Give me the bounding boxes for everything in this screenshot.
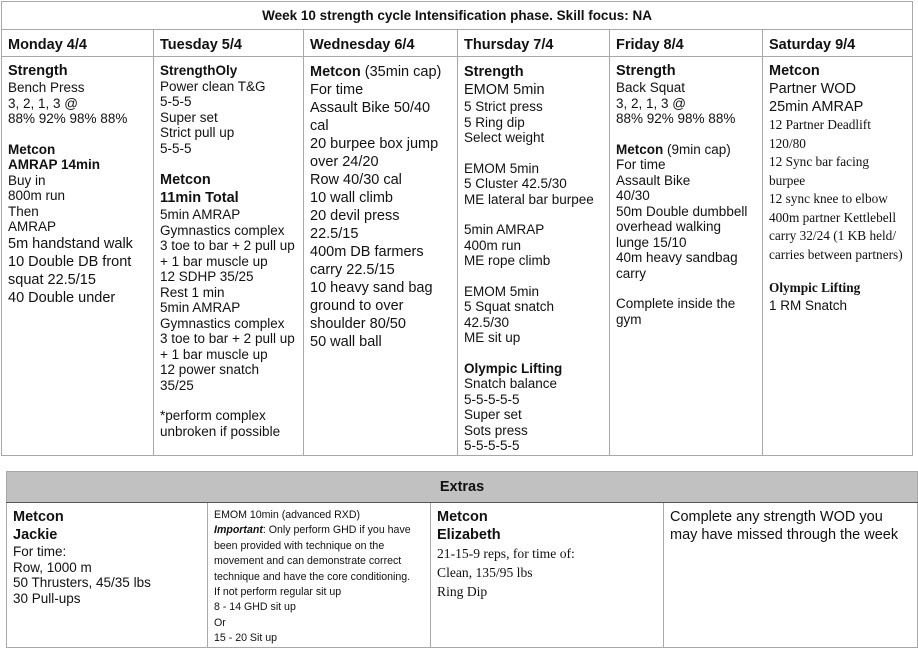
workout-line bbox=[160, 110, 298, 126]
workout-line bbox=[8, 271, 148, 289]
workout-line-text: 1 RM Snatch bbox=[769, 297, 848, 313]
workout-line bbox=[616, 219, 757, 235]
extra-workout-jackie bbox=[7, 503, 208, 648]
workout-line bbox=[437, 544, 657, 563]
workout-line-text: Select weight bbox=[464, 130, 545, 145]
workout-line-suffix: : Only perform GHD if you have bbox=[262, 524, 411, 537]
workout-line bbox=[464, 192, 604, 208]
workout-line-text: 400m run bbox=[464, 237, 522, 253]
workout-line bbox=[464, 315, 604, 331]
workout-line-text: lunge 15/10 bbox=[616, 234, 687, 250]
workout-line-text: Gymnastics complex bbox=[160, 315, 285, 331]
workout-line bbox=[8, 157, 148, 173]
workout-line-text: carry 32/24 (1 KB held/ bbox=[769, 228, 897, 244]
workout-line-text: Strength bbox=[8, 63, 68, 79]
workout-line-text: 12 Partner Deadlift bbox=[769, 117, 871, 133]
workout-line bbox=[670, 508, 911, 526]
workout-line bbox=[310, 243, 452, 261]
workout-line-text: Or bbox=[214, 616, 226, 629]
workout-line-text: technique and have the core conditioning. bbox=[214, 570, 411, 583]
workout-line bbox=[160, 331, 298, 347]
workout-line bbox=[769, 227, 907, 246]
workout-line bbox=[616, 250, 757, 266]
workout-line-text: 88% 92% 98% 88% bbox=[616, 111, 736, 127]
workout-line-text: EMOM 5min bbox=[464, 160, 540, 176]
workout-line-text: 12 power snatch bbox=[160, 362, 260, 377]
workout-line bbox=[8, 142, 148, 158]
workout-line bbox=[310, 279, 452, 297]
workout-line-text: Clean, 135/95 lbs bbox=[437, 565, 533, 580]
workout-line-text: 88% 92% 98% 88% bbox=[8, 111, 128, 127]
workout-line bbox=[310, 117, 452, 135]
workout-line-text: StrengthOly bbox=[160, 63, 238, 78]
workout-line bbox=[616, 63, 757, 80]
workout-line-text: carries between partners) bbox=[769, 246, 903, 262]
workout-line bbox=[769, 172, 907, 191]
workout-line-text: 8 - 14 GHD sit up bbox=[214, 601, 296, 614]
day-workout-friday bbox=[610, 57, 763, 456]
workout-line bbox=[8, 253, 148, 271]
workout-line-text: Back Squat bbox=[616, 80, 686, 96]
workout-line bbox=[13, 508, 201, 526]
day-header-thursday: Thursday 7/4 bbox=[458, 30, 610, 57]
workout-line bbox=[769, 63, 907, 80]
workout-line-text: squat 22.5/15 bbox=[8, 271, 96, 288]
workout-line-text: AMRAP bbox=[8, 219, 57, 235]
workout-line-text: Jackie bbox=[13, 527, 58, 543]
program-title: Week 10 strength cycle Intensification phase. Skill focus: NA bbox=[2, 2, 913, 30]
workout-line-text: For time: bbox=[13, 544, 67, 559]
workout-line bbox=[464, 299, 604, 315]
workout-line-text: If not perform regular sit up bbox=[214, 586, 342, 599]
workout-line-text: been provided with technique on the bbox=[214, 539, 385, 552]
workout-line-text: 3 toe to bar + 2 pull up bbox=[160, 238, 295, 253]
workout-line-text: 11min Total bbox=[160, 190, 239, 206]
workout-line-text: ME lateral bar burpee bbox=[464, 191, 594, 207]
workout-line bbox=[310, 63, 452, 81]
workout-line bbox=[464, 115, 604, 131]
line-spacer bbox=[464, 346, 604, 361]
workout-line bbox=[160, 300, 298, 316]
workout-line bbox=[214, 585, 424, 600]
workout-line-text: Bench Press bbox=[8, 80, 85, 96]
workout-line bbox=[160, 189, 298, 207]
day-header-saturday: Saturday 9/4 bbox=[763, 30, 913, 57]
workout-line-text: Metcon bbox=[437, 509, 488, 525]
workout-line-text: Assault Bike 50/40 bbox=[310, 100, 431, 116]
workout-line-text: 20 burpee box jump bbox=[310, 136, 439, 152]
workout-line-text: 5min AMRAP bbox=[160, 207, 241, 222]
workout-line bbox=[670, 526, 911, 544]
extra-note-missed-strength bbox=[664, 503, 918, 648]
workout-line-text: 50m Double dumbbell bbox=[616, 203, 748, 219]
workout-line bbox=[13, 544, 201, 560]
workout-line bbox=[464, 407, 604, 423]
workout-line-text: 25min AMRAP bbox=[769, 99, 864, 116]
workout-line-text: 15 - 20 Sit up bbox=[214, 632, 278, 645]
workout-line bbox=[160, 424, 298, 440]
workout-line-text: Elizabeth bbox=[437, 527, 501, 543]
workout-line-text: Metcon bbox=[769, 63, 820, 79]
workout-line-text: Metcon bbox=[160, 172, 211, 188]
workout-line bbox=[464, 161, 604, 177]
workout-line-text: movement and can demonstrate correct bbox=[214, 555, 402, 568]
workout-line bbox=[464, 81, 604, 99]
workout-line bbox=[310, 189, 452, 207]
workout-line-text: AMRAP 14min bbox=[8, 157, 101, 173]
workout-line-text: Sots press bbox=[464, 422, 528, 438]
day-header-tuesday: Tuesday 5/4 bbox=[154, 30, 304, 57]
workout-line-text: 5-5-5-5-5 bbox=[464, 438, 520, 453]
workout-line bbox=[160, 362, 298, 378]
workout-line bbox=[310, 207, 452, 225]
workout-line bbox=[160, 347, 298, 363]
workout-line-text: Row, 1000 m bbox=[13, 559, 92, 575]
workout-line-text: ME rope climb bbox=[464, 253, 551, 268]
workout-line-text: 5 Ring dip bbox=[464, 114, 525, 130]
workout-line-text: Gymnastics complex bbox=[160, 222, 285, 238]
workout-line bbox=[8, 80, 148, 96]
workout-line bbox=[616, 266, 757, 282]
day-header-friday: Friday 8/4 bbox=[610, 30, 763, 57]
workout-line-text: 20 devil press bbox=[310, 208, 400, 224]
workout-line-text: Power clean T&G bbox=[160, 78, 266, 94]
workout-line-text: carry 22.5/15 bbox=[310, 262, 395, 278]
workout-line-text: gym bbox=[616, 311, 642, 327]
workout-line-text: 400m DB farmers bbox=[310, 244, 424, 260]
workout-line-text: Ring Dip bbox=[437, 584, 488, 599]
workout-line-text: 21-15-9 reps, for time of: bbox=[437, 546, 575, 561]
workout-line bbox=[616, 96, 757, 112]
workout-line-text: For time bbox=[616, 157, 666, 173]
workout-line-text: 12 sync knee to elbow bbox=[769, 191, 888, 207]
workout-line bbox=[160, 207, 298, 223]
line-spacer bbox=[464, 207, 604, 222]
workout-line bbox=[13, 526, 201, 544]
workout-line-text: Rest 1 min bbox=[160, 284, 225, 300]
extras-header: Extras bbox=[7, 472, 918, 503]
extra-workout-elizabeth bbox=[431, 503, 664, 648]
workout-line-text: 12 Sync bar facing bbox=[769, 154, 870, 170]
day-header-row bbox=[2, 30, 913, 57]
workout-line-text: unbroken if possible bbox=[160, 423, 281, 439]
workout-line bbox=[310, 315, 452, 333]
workout-line-text: Strength bbox=[464, 64, 524, 80]
workout-line-text: 10 heavy sand bag bbox=[310, 280, 433, 296]
workout-line bbox=[769, 80, 907, 98]
workout-line-text: Snatch balance bbox=[464, 376, 558, 391]
workout-line bbox=[769, 190, 907, 209]
workout-line bbox=[160, 79, 298, 95]
workout-line-text: + 1 bar muscle up bbox=[160, 346, 268, 362]
day-header-wednesday: Wednesday 6/4 bbox=[304, 30, 458, 57]
workout-line bbox=[616, 204, 757, 220]
workout-line bbox=[464, 130, 604, 146]
workout-line bbox=[464, 253, 604, 269]
workout-line bbox=[310, 99, 452, 117]
workout-line bbox=[214, 631, 424, 646]
workout-line-text: 5-5-5 bbox=[160, 140, 192, 156]
workout-line bbox=[616, 111, 757, 127]
workout-line bbox=[160, 285, 298, 301]
workout-line bbox=[616, 173, 757, 189]
line-spacer bbox=[464, 146, 604, 161]
workout-line bbox=[769, 116, 907, 135]
workout-line bbox=[464, 284, 604, 300]
workout-line-text: 800m run bbox=[8, 188, 66, 204]
workout-line bbox=[464, 392, 604, 408]
workout-line bbox=[769, 246, 907, 265]
workout-line-text: EMOM 5min bbox=[464, 82, 545, 98]
workout-line-text: 5m handstand walk bbox=[8, 235, 133, 252]
workout-line bbox=[437, 508, 657, 526]
workout-line bbox=[160, 238, 298, 254]
day-header-monday: Monday 4/4 bbox=[2, 30, 154, 57]
workout-line-text: 22.5/15 bbox=[310, 226, 359, 242]
workout-line-text: 120/80 bbox=[769, 135, 806, 151]
workout-line bbox=[769, 209, 907, 228]
workout-line-text: Then bbox=[8, 203, 39, 219]
workout-line-suffix: (35min cap) bbox=[360, 64, 442, 80]
workout-line bbox=[8, 63, 148, 80]
workout-line-text: burpee bbox=[769, 172, 806, 188]
workout-line-text: Olympic Lifting bbox=[464, 360, 563, 376]
day-workout-saturday bbox=[763, 57, 913, 456]
workout-line-text: Super set bbox=[464, 407, 522, 422]
workout-line-text: may have missed through the week bbox=[670, 527, 899, 543]
extra-workout-ghd-emom bbox=[208, 503, 431, 648]
workout-line bbox=[616, 312, 757, 328]
workout-line-text: shoulder 80/50 bbox=[310, 316, 406, 332]
workout-line bbox=[214, 616, 424, 631]
workout-line-text: over 24/20 bbox=[310, 154, 379, 170]
workout-line bbox=[8, 96, 148, 112]
workout-line bbox=[769, 298, 907, 314]
workout-line bbox=[214, 539, 424, 554]
workout-line bbox=[464, 176, 604, 192]
workout-line-text: + 1 bar muscle up bbox=[160, 253, 268, 269]
workout-line bbox=[310, 333, 452, 351]
day-workout-monday bbox=[2, 57, 154, 456]
workout-line bbox=[214, 523, 424, 538]
workout-line bbox=[464, 63, 604, 81]
workout-line-text: 42.5/30 bbox=[464, 314, 510, 330]
workout-line bbox=[160, 316, 298, 332]
workout-line-text: Super set bbox=[160, 109, 218, 125]
workout-line bbox=[160, 94, 298, 110]
workout-line-text: carry bbox=[616, 265, 646, 281]
workout-line bbox=[160, 63, 298, 79]
workout-line-text: Metcon bbox=[310, 64, 361, 80]
workout-line-text: 10 wall climb bbox=[310, 190, 393, 206]
workout-line bbox=[8, 235, 148, 253]
workout-line bbox=[310, 135, 452, 153]
workout-line-text: cal bbox=[310, 118, 329, 134]
workout-line bbox=[160, 269, 298, 285]
line-spacer bbox=[464, 269, 604, 284]
workout-line-text: Complete inside the bbox=[616, 296, 736, 312]
workout-line bbox=[160, 378, 298, 394]
workout-line bbox=[8, 173, 148, 189]
workout-line-text: overhead walking bbox=[616, 219, 722, 235]
workout-line bbox=[464, 99, 604, 115]
workout-line bbox=[310, 225, 452, 243]
workout-line bbox=[160, 141, 298, 157]
workout-line-text: 5 Strict press bbox=[464, 99, 543, 114]
workout-line bbox=[769, 153, 907, 172]
workout-line bbox=[464, 438, 604, 454]
workout-line-suffix: (9min cap) bbox=[663, 141, 731, 157]
workout-line bbox=[13, 560, 201, 576]
workout-line bbox=[464, 222, 604, 238]
workout-line-text: 5 Squat snatch bbox=[464, 299, 555, 314]
workout-line-text: Metcon bbox=[616, 141, 664, 157]
workout-line bbox=[160, 408, 298, 424]
extras-table bbox=[6, 471, 918, 648]
workout-line-text: Strict pull up bbox=[160, 125, 235, 140]
workout-line bbox=[8, 188, 148, 204]
workout-line-text: 50 Thrusters, 45/35 lbs bbox=[13, 575, 151, 590]
workout-line-text: 35/25 bbox=[160, 377, 194, 393]
line-spacer bbox=[8, 127, 148, 142]
workout-line bbox=[310, 297, 452, 315]
workout-line bbox=[616, 235, 757, 251]
workout-line bbox=[8, 289, 148, 307]
workout-line-text: ground to over bbox=[310, 298, 404, 314]
workout-line-text: *perform complex bbox=[160, 408, 266, 423]
workout-line bbox=[616, 296, 757, 312]
line-spacer bbox=[160, 393, 298, 408]
workout-line-text: Row 40/30 cal bbox=[310, 172, 402, 188]
workout-line bbox=[214, 570, 424, 585]
workout-line-text: ME sit up bbox=[464, 330, 521, 345]
workout-line bbox=[160, 254, 298, 270]
workout-line-text: 12 SDHP 35/25 bbox=[160, 269, 254, 284]
workout-line bbox=[13, 591, 201, 607]
workout-line bbox=[8, 111, 148, 127]
workout-line bbox=[616, 80, 757, 96]
line-spacer bbox=[160, 156, 298, 171]
workout-line bbox=[310, 81, 452, 99]
workout-line-text: Metcon bbox=[13, 509, 64, 525]
workout-line bbox=[769, 98, 907, 116]
workout-line bbox=[437, 563, 657, 582]
workout-line-text: Olympic Lifting bbox=[769, 280, 861, 296]
workout-line bbox=[214, 554, 424, 569]
workout-line-text: 5min AMRAP bbox=[160, 300, 241, 315]
line-spacer bbox=[616, 281, 757, 296]
workout-line bbox=[616, 142, 757, 158]
workout-line-text: 400m partner Kettlebell bbox=[769, 209, 897, 225]
workout-line-text: Buy in bbox=[8, 172, 46, 188]
workout-line-text: 10 Double DB front bbox=[8, 253, 132, 270]
workout-line-text: 5min AMRAP bbox=[464, 222, 545, 237]
workout-line bbox=[464, 423, 604, 439]
workout-line bbox=[437, 526, 657, 544]
workout-line bbox=[310, 171, 452, 189]
workout-line-text: 50 wall ball bbox=[310, 334, 382, 350]
workout-line bbox=[464, 361, 604, 377]
workout-line bbox=[464, 330, 604, 346]
workout-line-text: EMOM 5min bbox=[464, 283, 540, 299]
workout-line-text: 40/30 bbox=[616, 188, 650, 204]
workout-line bbox=[769, 135, 907, 154]
workout-line-text: Complete any strength WOD you bbox=[670, 509, 883, 525]
workout-line-text: 5 Cluster 42.5/30 bbox=[464, 176, 567, 191]
workout-line-text: Metcon bbox=[8, 141, 56, 157]
workout-line bbox=[616, 157, 757, 173]
workout-line bbox=[769, 279, 907, 298]
workout-line bbox=[464, 376, 604, 392]
workout-line-text: EMOM 10min (advanced RXD) bbox=[214, 509, 361, 521]
day-content-row bbox=[2, 57, 913, 456]
workout-line bbox=[13, 575, 201, 591]
workout-line bbox=[214, 508, 424, 523]
workout-line-text: 40 Double under bbox=[8, 289, 116, 306]
workout-line-text: 30 Pull-ups bbox=[13, 590, 81, 606]
day-workout-tuesday bbox=[154, 57, 304, 456]
line-spacer bbox=[616, 127, 757, 142]
workout-line bbox=[160, 171, 298, 189]
line-spacer bbox=[769, 264, 907, 279]
workout-line bbox=[437, 582, 657, 601]
workout-line bbox=[8, 204, 148, 220]
workout-line bbox=[8, 219, 148, 235]
extras-content-row bbox=[7, 503, 918, 648]
workout-line-text: 3, 2, 1, 3 @ bbox=[8, 95, 78, 111]
day-workout-thursday bbox=[458, 57, 610, 456]
workout-line-text: Assault Bike bbox=[616, 172, 691, 188]
workout-line-text: 3 toe to bar + 2 pull up bbox=[160, 331, 295, 346]
weekly-program-table bbox=[1, 1, 913, 456]
workout-line-text: For time bbox=[310, 82, 364, 98]
workout-line-text: 40m heavy sandbag bbox=[616, 250, 738, 266]
workout-line bbox=[310, 261, 452, 279]
workout-line-text: Strength bbox=[616, 63, 676, 79]
workout-line bbox=[616, 188, 757, 204]
workout-line bbox=[310, 153, 452, 171]
workout-line-text: 5-5-5 bbox=[160, 94, 192, 109]
workout-line bbox=[160, 223, 298, 239]
workout-line-text: 3, 2, 1, 3 @ bbox=[616, 95, 686, 111]
workout-line-text: 5-5-5-5-5 bbox=[464, 391, 520, 407]
important-label: Important bbox=[214, 524, 263, 537]
workout-line-text: Partner WOD bbox=[769, 81, 857, 98]
day-workout-wednesday bbox=[304, 57, 458, 456]
workout-line bbox=[160, 125, 298, 141]
workout-line bbox=[214, 600, 424, 615]
workout-line bbox=[464, 238, 604, 254]
